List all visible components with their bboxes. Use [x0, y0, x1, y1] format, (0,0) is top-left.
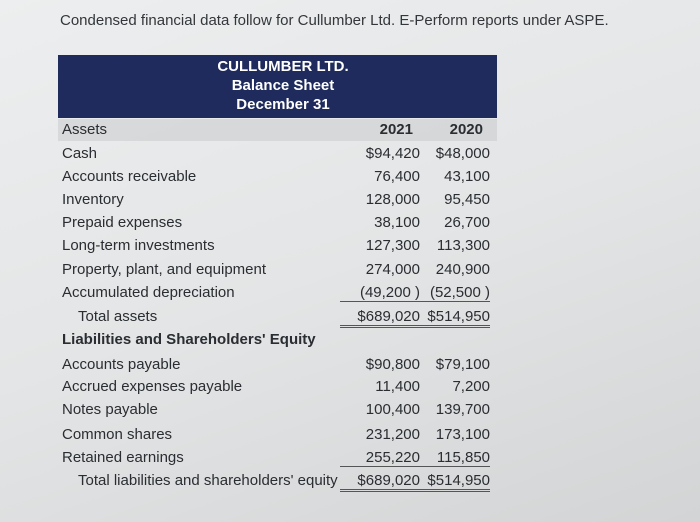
row-label: Assets	[62, 121, 108, 138]
value-2021: 231,200	[365, 426, 420, 443]
value-2020: (52,500 )	[410, 284, 490, 302]
value-2021: 100,400	[365, 401, 420, 418]
value-2020: 115,850	[410, 449, 490, 467]
value-2020: 26,700	[444, 214, 490, 231]
asset-row	[0, 261, 700, 283]
value-2020: 240,900	[435, 261, 490, 278]
value-2021: $90,800	[365, 356, 420, 373]
value-2021: 274,000	[365, 261, 420, 278]
value-2020: 139,700	[435, 401, 490, 418]
row-label: Accumulated depreciation	[62, 284, 235, 301]
total-assets-row	[0, 308, 700, 330]
value-2021: $689,020	[340, 472, 420, 492]
asset-row	[0, 168, 700, 190]
value-2020: 95,450	[444, 191, 490, 208]
value-2020: $48,000	[435, 145, 490, 162]
value-2021: 38,100	[374, 214, 420, 231]
row-label: Retained earnings	[62, 449, 184, 466]
row-label: Prepaid expenses	[62, 214, 183, 231]
value-2021: (49,200 )	[340, 284, 420, 302]
value-2021: 11,400	[375, 378, 420, 395]
value-2020: $514,950	[410, 472, 490, 492]
row-label: Total assets	[78, 308, 158, 325]
value-2021: 127,300	[365, 237, 420, 254]
row-label: Long-term investments	[62, 237, 215, 254]
liability-row	[0, 356, 700, 378]
value-2020: $79,100	[435, 356, 490, 373]
value-2020: 113,300	[436, 237, 490, 254]
assets-heading-row	[0, 121, 700, 143]
asset-row	[0, 284, 700, 306]
value-2020: 173,100	[435, 426, 490, 443]
value-2021: 2021	[379, 121, 413, 138]
liabilities-heading-row	[0, 331, 700, 353]
row-label: Inventory	[62, 191, 124, 208]
total-liabilities-equity-row	[0, 472, 700, 494]
asset-row	[0, 214, 700, 236]
intro-text: Condensed financial data follow for Cullumber Ltd. E-Perform reports under ASPE.	[60, 12, 609, 29]
row-label: Cash	[62, 145, 98, 162]
row-label: Common shares	[62, 426, 173, 443]
row-label: Notes payable	[62, 401, 158, 418]
statement-title: Balance Sheet	[231, 77, 335, 94]
asset-row	[0, 191, 700, 213]
value-2020: 7,200	[452, 378, 490, 395]
statement-header	[58, 55, 497, 118]
value-2021: 128,000	[365, 191, 420, 208]
liability-row	[0, 401, 700, 423]
value-2020: 43,100	[444, 168, 490, 185]
row-label: Accounts payable	[62, 356, 181, 373]
value-2021: $94,420	[365, 145, 420, 162]
liability-row	[0, 449, 700, 471]
liability-row	[0, 378, 700, 400]
row-label: Accounts receivable	[62, 168, 197, 185]
value-2021: 255,220	[340, 449, 420, 467]
liability-row	[0, 426, 700, 448]
value-2020: 2020	[449, 121, 483, 138]
row-label: Accrued expenses payable	[62, 378, 243, 395]
asset-row	[0, 237, 700, 259]
value-2021: 76,400	[374, 168, 420, 185]
value-2020: $514,950	[410, 308, 490, 328]
asset-row	[0, 145, 700, 167]
row-label: Property, plant, and equipment	[62, 261, 267, 278]
statement-date: December 31	[236, 96, 330, 113]
company-name: CULLUMBER LTD.	[217, 58, 349, 75]
row-label: Total liabilities and shareholders' equity	[78, 472, 338, 489]
row-label: Liabilities and Shareholders' Equity	[62, 331, 316, 348]
value-2021: $689,020	[340, 308, 420, 328]
